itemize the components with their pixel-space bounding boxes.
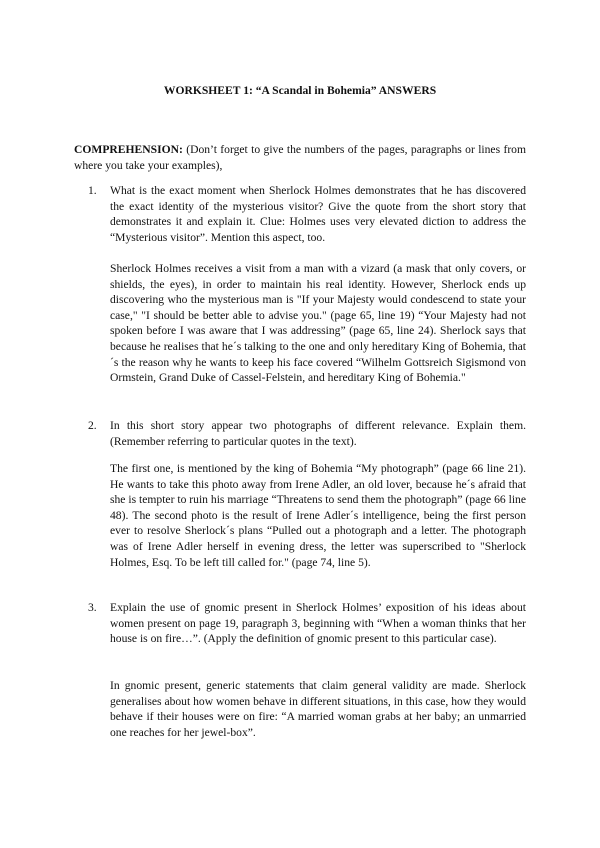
answer-3	[110, 678, 526, 740]
question-text: Explain the use of gnomic present in Sherlock Holmes’ exposition of his ideas about women present on page 19, paragraph 3, beginning with “When a woman thinks that her house is on fire…”. (Apply the definition of gnomic present to this particular case).	[110, 601, 526, 646]
question-2	[88, 418, 526, 449]
question-3	[88, 600, 526, 647]
worksheet-title: WORKSHEET 1: “A Scandal in Bohemia” ANSWERS	[163, 84, 437, 97]
answer-2	[110, 461, 526, 570]
comprehension-label: COMPREHENSION:	[74, 143, 183, 156]
answer-text: Sherlock Holmes receives a visit from a man with a vizard (a mask that only covers, or shields, the eyes), in order to maintain his real identity. However, Sherlock ends up discovering who the mysterious man is "If your Majesty would condescend to state your case," "I should be better able to advise you." (page 65, line 19) “Your Majesty had not spoken before I was aware that I was addressing” (page 65, line 24). Sherlock says that because he realises that he´s talking to the one and only hereditary King of Bohemia, that´s the reason why he wants to keep his face covered “Wilhelm Gottsreich Sigismond von Ormstein, Grand Duke of Cassel-Felstein, and hereditary King of Bohemia."	[110, 262, 526, 385]
comprehension-instructions: (Don’t forget to give the numbers of the pages, paragraphs or lines from where you take your examples),	[74, 143, 526, 172]
answer-text: In gnomic present, generic statements that claim general validity are made. Sherlock generalises about how women behave in different situations, in this case, how they would behave if their houses were on fire: “A married woman grabs at her baby; an unmarried one reaches for her jewel-box”.	[110, 679, 526, 739]
question-text: What is the exact moment when Sherlock Holmes demonstrates that he has discovered the exact identity of the mysterious visitor? Give the quote from the short story that demonstrates it and explain it. Clue: Holmes uses very elevated diction to address the “Mysterious visitor”. Mention this aspect, too.	[110, 184, 526, 244]
question-number: 2.	[88, 419, 97, 432]
question-text: In this short story appear two photographs of different relevance. Explain them. (Remember referring to particular quotes in the text).	[110, 419, 526, 448]
comprehension-intro	[74, 142, 526, 173]
answer-1	[110, 261, 526, 386]
question-number: 1.	[88, 184, 97, 197]
question-1	[88, 183, 526, 245]
answer-text: The first one, is mentioned by the king of Bohemia “My photograph” (page 66 line 21). He wants to take this photo away from Irene Adler, an old lover, because he´s afraid that she is tempter to ruin his marriage “Threatens to send them the photograph” (page 66 line 48). The second photo is the result of Irene Adler´s intelligence, being the first person ever to resolve Sherlock´s plans “Pulled out a photograph and a letter. The photograph was of Irene Adler herself in evening dress, the letter was superscribed to "Sherlock Holmes, Esq. To be left till called for." (page 74, line 5).	[110, 462, 526, 569]
question-number: 3.	[88, 601, 97, 614]
